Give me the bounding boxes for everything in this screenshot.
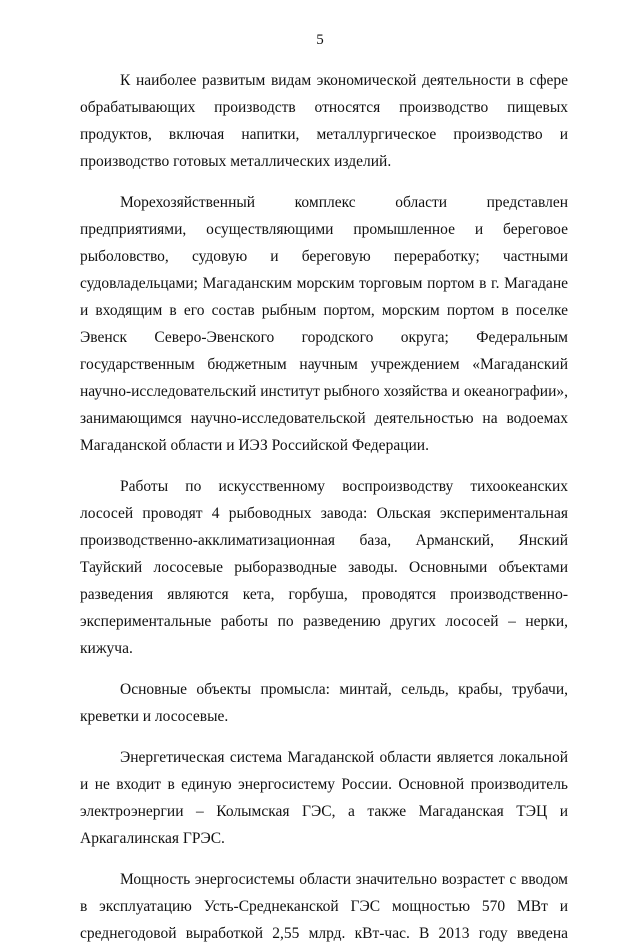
paragraph-energy-capacity: Мощность энергосистемы области значительно возрастет с вводом в эксплуатацию Усть-Среднеканской ГЭС мощностью 570 МВт и среднегодовой выработкой 2,55 млрд. кВт-час. В 2013 году введена (80, 871, 568, 942)
page-number: 5 (316, 32, 324, 48)
paragraph-energy-system: Энергетическая система Магаданской области является локальной и не входит в единую энергосистему России. Основной производитель электроэнергии – Колымская ГЭС, а также Магаданская ТЭЦ и Аркагалинская ГРЭС. (80, 749, 568, 847)
paragraph-fishing-objects: Основные объекты промысла: минтай, сельдь, крабы, трубачи, креветки и лососевые. (80, 681, 568, 725)
paragraph-maritime-complex: Морехозяйственный комплекс области представлен предприятиями, осуществляющими промышленное и береговое рыболовство, судовую и береговую переработку; частными судовладельцами; Магаданским морским торговым портом в г. Магадане и входящим в его состав рыбным портом, морским портом в поселке Эвенск Северо-Эвенского городского округа; Федеральным государственным бюджетным научным учреждением «Магаданский научно-исследовательский институт рыбного хозяйства и океанографии», занимающимся научно-исследовательской деятельностью на водоемах Магаданской области и ИЭЗ Российской Федерации. (80, 194, 568, 454)
paragraph-manufacturing: К наиболее развитым видам экономической деятельности в сфере обрабатывающих производств относятся производство пищевых продуктов, включая напитки, металлургическое производство и производство готовых металлических изделий. (80, 72, 568, 170)
document-body (80, 67, 568, 947)
paragraph-salmon-reproduction: Работы по искусственному воспроизводству тихоокеанских лососей проводят 4 рыбоводных завода: Ольская экспериментальная производственно-акклиматизационная база, Арманский, Янский Тауйский лососевые рыборазводные заводы. Основными объектами разведения являются кета, горбуша, проводятся производственно-экспериментальные работы по разведению других лососей – нерки, кижуча. (80, 478, 568, 657)
